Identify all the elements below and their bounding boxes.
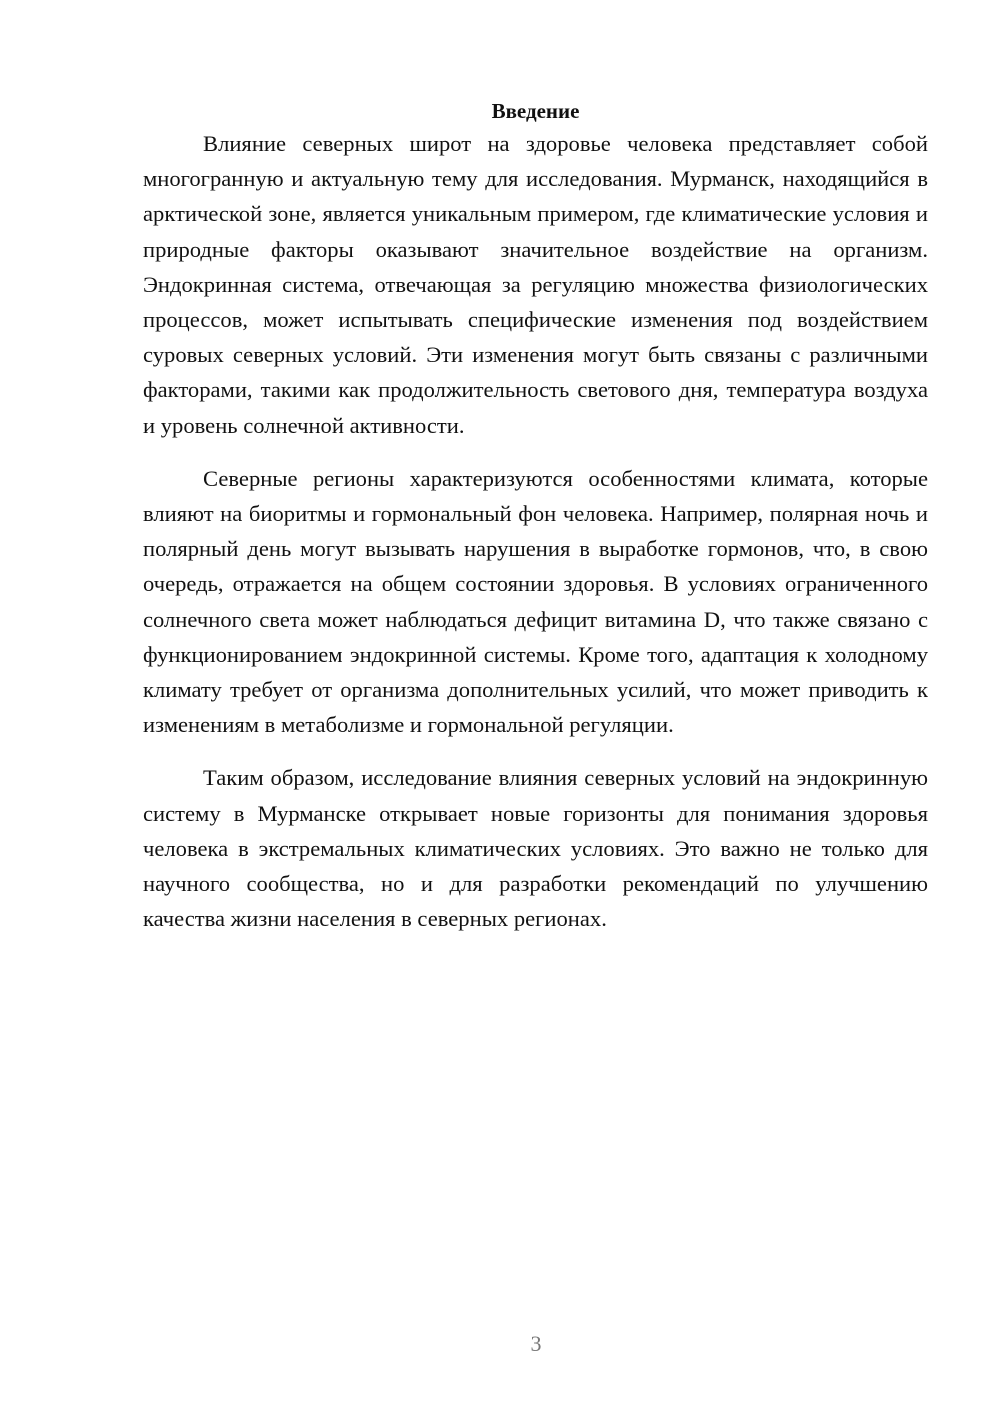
page-number: 3 [530,1331,542,1356]
paragraph-3: Таким образом, исследование влияния северных условий на эндокринную систему в Мурманске открывает новые горизонты для понимания здоровья человека в экстремальных климатических условиях. Это важно не только для научного сообщества, но и для разработки рекомендаций по улучшению качества жизни населения в северных регионах. [143,765,928,932]
paragraph-2: Северные регионы характеризуются особенностями климата, которые влияют на биоритмы и гормональный фон человека. Например, полярная ночь и полярный день могут вызывать нарушения в выработке гормонов, что, в свою очередь, отражается на общем состоянии здоровья. В условиях ограниченного солнечного света может наблюдаться дефицит витамина D, что также связано с функционированием эндокринной системы. Кроме того, адаптация к холодному климату требует от организма дополнительных усилий, что может приводить к изменениям в метаболизме и гормональной регуляции. [143,465,928,738]
page-content [143,96,928,936]
section-heading: Введение [491,99,580,123]
paragraph-1: Влияние северных широт на здоровье человека представляет собой многогранную и актуальную тему для исследования. Мурманск, находящийся в арктической зоне, является уникальным примером, где климатические условия и природные факторы оказывают значительное воздействие на организм. Эндокринная система, отвечающая за регуляцию множества физиологических процессов, может испытывать специфические изменения под воздействием суровых северных условий. Эти изменения могут быть связаны с различными факторами, такими как продолжительность светового дня, температура воздуха и уровень солнечной активности. [143,131,928,438]
